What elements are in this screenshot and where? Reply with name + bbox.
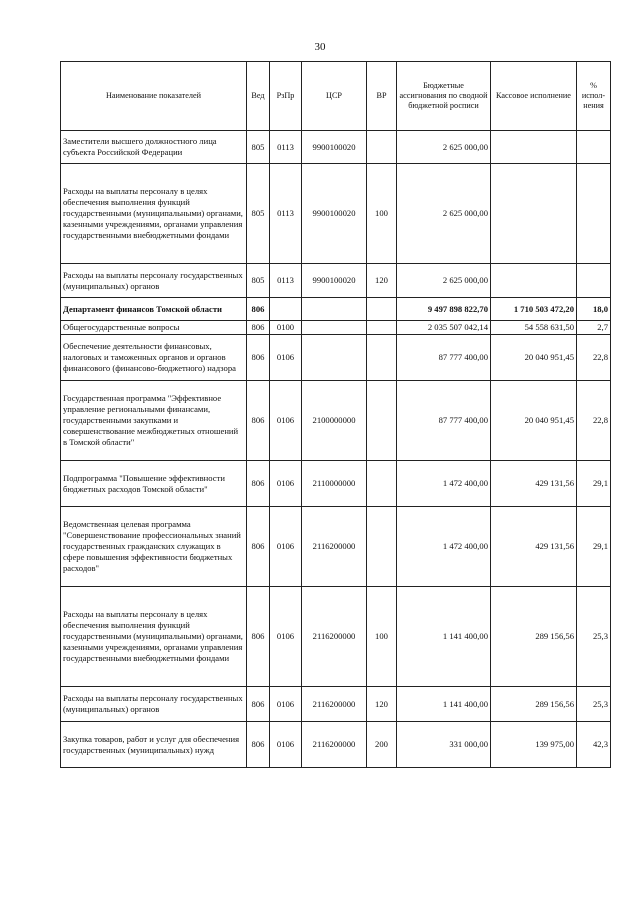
cell-rzpr xyxy=(270,298,302,321)
header-vr: ВР xyxy=(367,62,397,131)
cell-cash xyxy=(491,131,577,164)
cell-rzpr: 0113 xyxy=(270,131,302,164)
cell-cash: 289 156,56 xyxy=(491,687,577,722)
cell-pct: 2,7 xyxy=(577,321,611,335)
cell-vr xyxy=(367,321,397,335)
cell-ved: 805 xyxy=(247,131,270,164)
cell-csr: 2110000000 xyxy=(302,461,367,507)
cell-assign: 2 625 000,00 xyxy=(397,131,491,164)
cell-pct: 25,3 xyxy=(577,587,611,687)
cell-pct xyxy=(577,264,611,298)
cell-name: Расходы на выплаты персоналу государственных (муниципальных) органов xyxy=(61,264,247,298)
cell-assign: 2 625 000,00 xyxy=(397,164,491,264)
header-csr: ЦСР xyxy=(302,62,367,131)
cell-ved: 806 xyxy=(247,507,270,587)
table-row xyxy=(61,587,611,687)
table-row xyxy=(61,461,611,507)
cell-pct xyxy=(577,164,611,264)
cell-vr xyxy=(367,298,397,321)
table-header xyxy=(61,62,611,131)
cell-ved: 806 xyxy=(247,298,270,321)
cell-pct: 18,0 xyxy=(577,298,611,321)
cell-rzpr: 0100 xyxy=(270,321,302,335)
cell-cash xyxy=(491,264,577,298)
cell-cash: 54 558 631,50 xyxy=(491,321,577,335)
cell-cash: 289 156,56 xyxy=(491,587,577,687)
cell-name: Закупка товаров, работ и услуг для обеспечения государственных (муниципальных) нужд xyxy=(61,722,247,768)
cell-cash: 139 975,00 xyxy=(491,722,577,768)
cell-cash xyxy=(491,164,577,264)
cell-csr xyxy=(302,335,367,381)
cell-cash: 429 131,56 xyxy=(491,461,577,507)
cell-csr: 9900100020 xyxy=(302,131,367,164)
cell-name: Подпрограмма "Повышение эффективности бюджетных расходов Томской области" xyxy=(61,461,247,507)
cell-ved: 806 xyxy=(247,461,270,507)
cell-name: Общегосударственные вопросы xyxy=(61,321,247,335)
cell-rzpr: 0113 xyxy=(270,264,302,298)
cell-vr: 100 xyxy=(367,587,397,687)
header-name: Наименование показателей xyxy=(61,62,247,131)
table-row xyxy=(61,687,611,722)
cell-assign: 9 497 898 822,70 xyxy=(397,298,491,321)
cell-ved: 805 xyxy=(247,264,270,298)
cell-name: Расходы на выплаты персоналу в целях обеспечения выполнения функций государственными (муниципальными) органами, казенными учреждениями, органами управления государственными внебюджетными фондами xyxy=(61,164,247,264)
cell-rzpr: 0106 xyxy=(270,507,302,587)
table-row xyxy=(61,164,611,264)
cell-rzpr: 0113 xyxy=(270,164,302,264)
cell-assign: 87 777 400,00 xyxy=(397,335,491,381)
cell-name: Заместители высшего должностного лица субъекта Российской Федерации xyxy=(61,131,247,164)
cell-assign: 1 141 400,00 xyxy=(397,587,491,687)
page-number: 30 xyxy=(314,41,326,53)
cell-ved: 806 xyxy=(247,687,270,722)
table-row xyxy=(61,507,611,587)
cell-vr xyxy=(367,131,397,164)
cell-rzpr: 0106 xyxy=(270,722,302,768)
cell-pct: 29,1 xyxy=(577,507,611,587)
cell-rzpr: 0106 xyxy=(270,335,302,381)
cell-assign: 87 777 400,00 xyxy=(397,381,491,461)
cell-pct: 42,3 xyxy=(577,722,611,768)
cell-name: Ведомственная целевая программа "Совершенствование профессиональных знаний государственных гражданских служащих в сфере повышения эффективности бюджетных расходов" xyxy=(61,507,247,587)
cell-ved: 806 xyxy=(247,381,270,461)
header-assign: Бюджетные ассигнования по сводной бюджетной росписи xyxy=(397,62,491,131)
cell-vr xyxy=(367,335,397,381)
cell-pct: 25,3 xyxy=(577,687,611,722)
cell-ved: 806 xyxy=(247,335,270,381)
table-body xyxy=(61,131,611,768)
cell-name: Обеспечение деятельности финансовых, налоговых и таможенных органов и органов финансового (финансово-бюджетного) надзора xyxy=(61,335,247,381)
cell-pct xyxy=(577,131,611,164)
cell-pct: 22,8 xyxy=(577,335,611,381)
cell-vr xyxy=(367,381,397,461)
cell-vr xyxy=(367,461,397,507)
cell-rzpr: 0106 xyxy=(270,381,302,461)
cell-csr: 2100000000 xyxy=(302,381,367,461)
cell-csr: 2116200000 xyxy=(302,507,367,587)
cell-csr xyxy=(302,321,367,335)
cell-csr: 2116200000 xyxy=(302,687,367,722)
cell-assign: 331 000,00 xyxy=(397,722,491,768)
cell-csr: 9900100020 xyxy=(302,164,367,264)
cell-ved: 806 xyxy=(247,722,270,768)
cell-vr xyxy=(367,507,397,587)
cell-cash: 429 131,56 xyxy=(491,507,577,587)
table-row xyxy=(61,264,611,298)
cell-csr: 2116200000 xyxy=(302,722,367,768)
cell-rzpr: 0106 xyxy=(270,587,302,687)
cell-pct: 22,8 xyxy=(577,381,611,461)
cell-csr: 2116200000 xyxy=(302,587,367,687)
cell-vr: 120 xyxy=(367,264,397,298)
table-row xyxy=(61,321,611,335)
cell-cash: 1 710 503 472,20 xyxy=(491,298,577,321)
table-row xyxy=(61,381,611,461)
cell-name: Расходы на выплаты персоналу в целях обеспечения выполнения функций государственными (муниципальными) органами, казенными учреждениями, органами управления государственными внебюджетными фондами xyxy=(61,587,247,687)
cell-vr: 100 xyxy=(367,164,397,264)
header-rzpr: РзПр xyxy=(270,62,302,131)
header-cash: Кассовое исполнение xyxy=(491,62,577,131)
cell-ved: 806 xyxy=(247,587,270,687)
cell-rzpr: 0106 xyxy=(270,687,302,722)
cell-csr: 9900100020 xyxy=(302,264,367,298)
cell-cash: 20 040 951,45 xyxy=(491,381,577,461)
table-row xyxy=(61,298,611,321)
cell-name: Расходы на выплаты персоналу государственных (муниципальных) органов xyxy=(61,687,247,722)
budget-table xyxy=(60,61,611,768)
cell-vr: 120 xyxy=(367,687,397,722)
table-row xyxy=(61,131,611,164)
cell-name: Департамент финансов Томской области xyxy=(61,298,247,321)
cell-assign: 1 472 400,00 xyxy=(397,507,491,587)
cell-assign: 2 035 507 042,14 xyxy=(397,321,491,335)
header-ved: Вед xyxy=(247,62,270,131)
cell-cash: 20 040 951,45 xyxy=(491,335,577,381)
cell-assign: 1 141 400,00 xyxy=(397,687,491,722)
table-row xyxy=(61,335,611,381)
cell-ved: 805 xyxy=(247,164,270,264)
cell-rzpr: 0106 xyxy=(270,461,302,507)
cell-name: Государственная программа "Эффективное управление региональными финансами, государственными закупками и совершенствование межбюджетных отношений в Томской области" xyxy=(61,381,247,461)
cell-vr: 200 xyxy=(367,722,397,768)
header-pct: % испол-нения xyxy=(577,62,611,131)
cell-csr xyxy=(302,298,367,321)
cell-pct: 29,1 xyxy=(577,461,611,507)
table-row xyxy=(61,722,611,768)
cell-assign: 2 625 000,00 xyxy=(397,264,491,298)
cell-ved: 806 xyxy=(247,321,270,335)
cell-assign: 1 472 400,00 xyxy=(397,461,491,507)
